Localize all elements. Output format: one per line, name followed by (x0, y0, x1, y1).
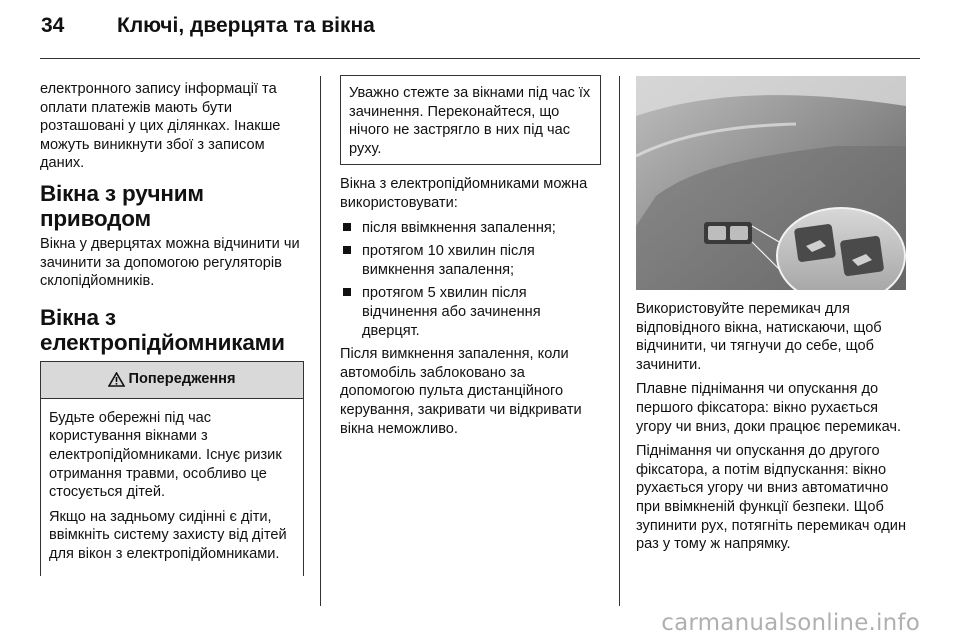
lock-paragraph: Після вимкнення запалення, коли автомобіль заблоковано за допомогою пульта дистанційного керування, закривати чи відкривати вікна неможливо. (340, 346, 582, 437)
first-detent-paragraph: Плавне піднімання чи опускання до першого фіксатора: вікно рухається угору чи вниз, доки працює перемикач. (636, 381, 902, 435)
warning-triangle-icon (108, 372, 125, 387)
list-item: протягом 5 хвилин після відчинення або зачинення дверцят. (340, 284, 602, 340)
manual-windows-paragraph: Вікна у дверцятах можна відчинити чи зачинити за допомогою регуляторів склопідйомників. (40, 235, 300, 290)
page-title: Ключі, дверцята та вікна (117, 14, 375, 37)
switch-paragraph: Використовуйте перемикач для відповідного вікна, натискаючи, щоб відчинити, чи тягнучи до себе, щоб зачинити. (636, 301, 882, 373)
column-right (636, 76, 906, 560)
header-divider (40, 58, 920, 59)
warning-body (41, 399, 303, 576)
bullet-icon (343, 288, 351, 296)
window-switch-photo-icon (636, 76, 906, 290)
note-box (340, 75, 601, 165)
list-item: після ввімкнення запалення; (340, 219, 602, 238)
intro-paragraph: електронного запису інформації та оплати платежів мають бути розташовані у цих ділянках. Інакше можуть виникнути збої з записом даних. (40, 81, 281, 172)
bullet-icon (343, 246, 351, 254)
page-number: 34 (41, 14, 65, 37)
bullet-icon (343, 223, 351, 231)
warning-box (40, 361, 304, 576)
warning-paragraph-2: Якщо на задньому сидінні є діти, ввімкніть систему захисту від дітей для вікон з електропідйомниками. (49, 508, 287, 562)
list-item: протягом 10 хвилин після вимкнення запалення; (340, 242, 602, 279)
column-middle (340, 80, 602, 444)
column-divider-right (619, 76, 620, 606)
watermark: carmanualsonline.info (661, 610, 920, 636)
heading-power-windows: Вікна з електропідйомниками (40, 304, 285, 355)
usage-list (340, 219, 602, 341)
warning-paragraph-1: Будьте обережні під час користування вікнами з електропідйомниками. Існує ризик отримання травми, особливо це стосується дітей. (49, 409, 282, 501)
column-divider-left (320, 76, 321, 606)
heading-manual-windows: Вікна з ручним приводом (40, 180, 204, 231)
usage-lead: Вікна з електропідйомниками можна використовувати: (340, 176, 588, 211)
warning-title: Попередження (128, 371, 236, 388)
warning-header (41, 361, 303, 399)
note-text: Уважно стежте за вікнами під час їх зачинення. Переконайтеся, що нічого не застрягло в них під час руху. (349, 85, 591, 157)
second-detent-paragraph: Піднімання чи опускання до другого фіксатора, а потім відпускання: вікно рухається угору чи вниз автоматично при ввімкненій функції безпеки. Щоб зупинити рух, потягніть перемикач один раз у тому ж напрямку. (636, 443, 907, 553)
column-left (40, 80, 305, 576)
